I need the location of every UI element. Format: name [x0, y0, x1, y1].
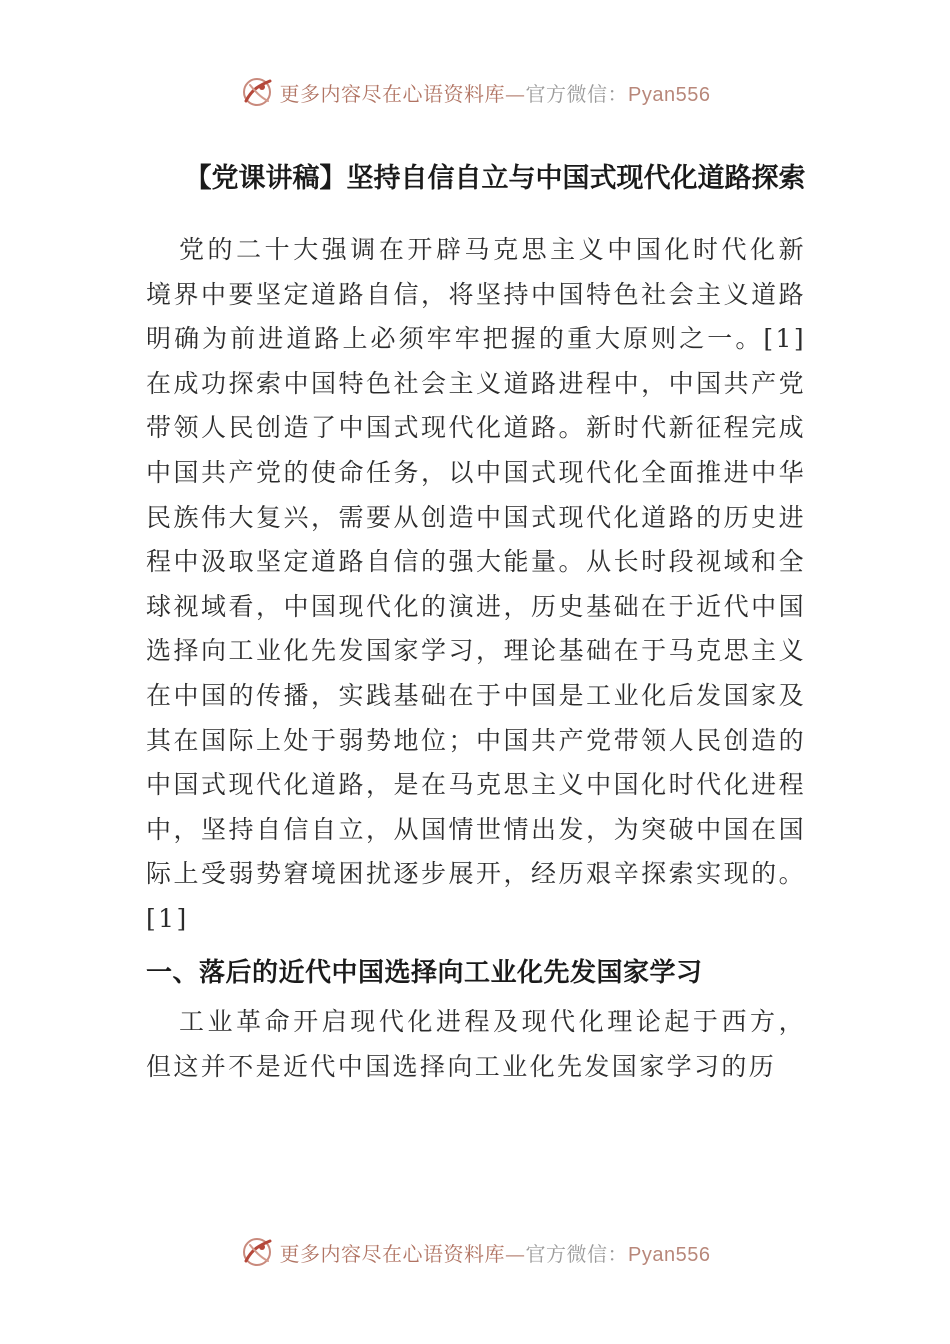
watermark-dash: —: [505, 81, 526, 106]
watermark-brand: 更多内容尽在心语资料库: [279, 81, 506, 106]
document-title: 【党课讲稿】坚持自信自立与中国式现代化道路探索: [184, 163, 806, 195]
footer-watermark: [0, 1232, 950, 1272]
header-watermark: [0, 72, 950, 112]
watermark-dash: —: [505, 1241, 526, 1266]
brand-logo-icon: [240, 75, 274, 109]
watermark-wechat-label: 官方微信：: [525, 1241, 629, 1266]
watermark-wechat-id: Pyan556: [628, 83, 711, 106]
body-paragraph-1: 党的二十大强调在开辟马克思主义中国化时代化新境界中要坚定道路自信，将坚持中国特色社会主义道路明确为前进道路上必须牢牢把握的重大原则之一。[1]在成功探索中国特色社会主义道路进程中，中国共产党带领人民创造了中国式现代化道路。新时代新征程完成中国共产党的使命任务，以中国式现代化全面推进中华民族伟大复兴，需要从创造中国式现代化道路的历史进程中汲取坚定道路自信的强大能量。从长时段视域和全球视域看，中国现代化的演进，历史基础在于近代中国选择向工业化先发国家学习，理论基础在于马克思主义在中国的传播，实践基础在于中国是工业化后发国家及其在国际上处于弱势地位；中国共产党带领人民创造的中国式现代化道路，是在马克思主义中国化时代化进程中，坚持自信自立，从国情世情出发，为突破中国在国际上受弱势窘境困扰逐步展开，经历艰辛探索实现的。[1]: [146, 235, 806, 933]
watermark-text: [280, 1238, 711, 1267]
watermark-wechat-label: 官方微信：: [525, 81, 629, 106]
body-paragraph-2: 工业革命开启现代化进程及现代化理论起于西方，但这并不是近代中国选择向工业化先发国家学习的历: [146, 1007, 806, 1081]
watermark-wechat-id: Pyan556: [628, 1243, 711, 1266]
watermark-brand: 更多内容尽在心语资料库: [279, 1241, 506, 1266]
watermark-text: [280, 78, 711, 107]
brand-logo-icon: [240, 1235, 274, 1269]
section-heading-1: 一、落后的近代中国选择向工业化先发国家学习: [146, 958, 703, 988]
